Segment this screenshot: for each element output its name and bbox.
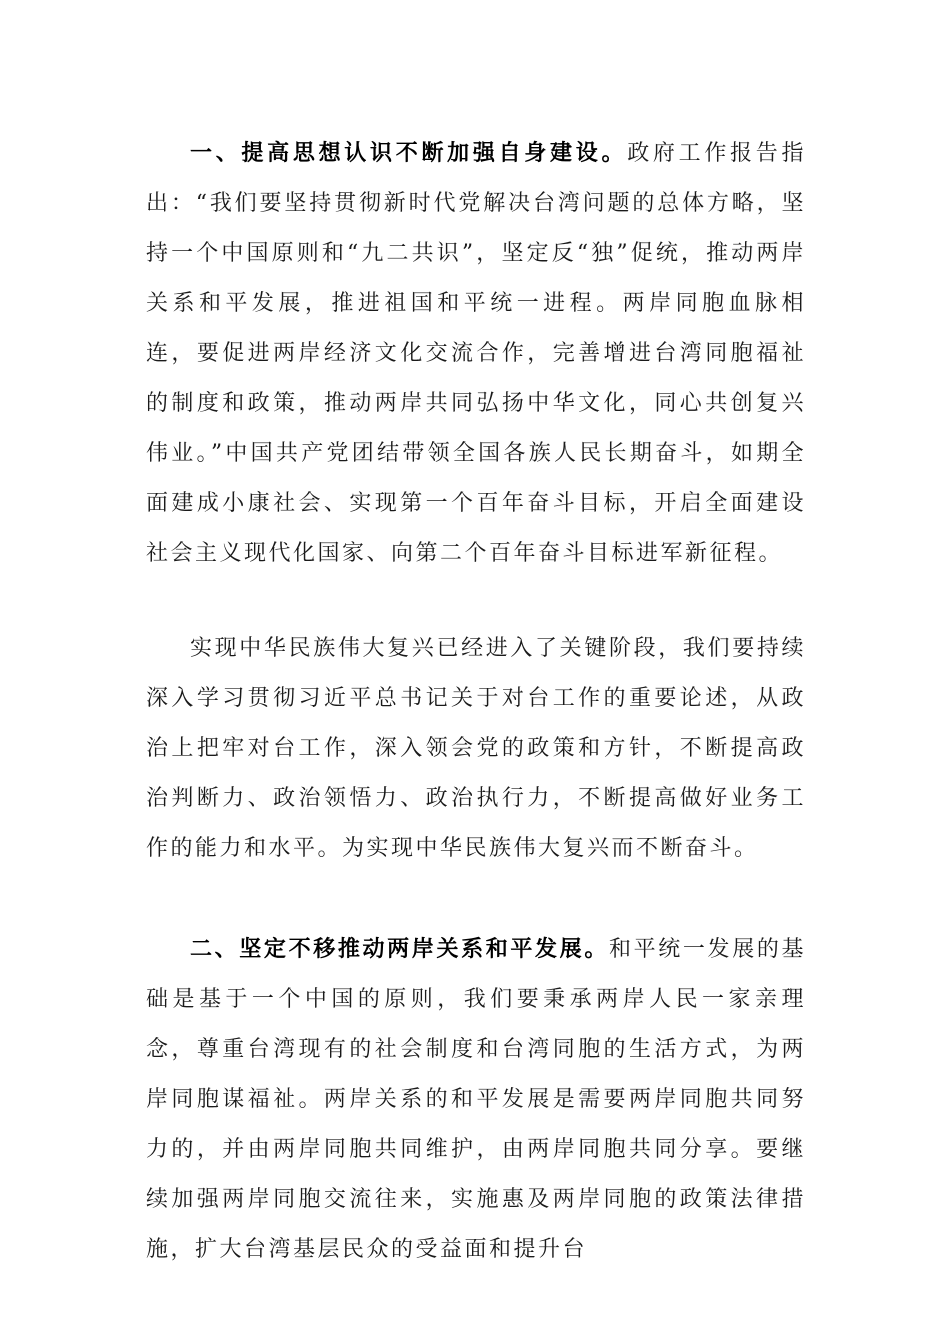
paragraph-3 [146,924,806,1275]
section-heading-2: 二、坚定不移推动两岸关系和平发展。 [190,936,609,962]
paragraph-2-body: 实现中华民族伟大复兴已经进入了关键阶段，我们要持续深入学习贯彻习近平总书记关于对台工作的重要论述，从政治上把牢对台工作，深入领会党的政策和方针，不断提高政治判断力、政治领悟力、政治执行力，不断提高做好业务工作的能力和水平。为实现中华民族伟大复兴而不断奋斗。 [146,636,806,861]
paragraph-2 [146,624,806,874]
paragraph-3-body: 和平统一发展的基础是基于一个中国的原则，我们要秉承两岸人民一家亲理念，尊重台湾现有的社会制度和台湾同胞的生活方式，为两岸同胞谋福祉。两岸关系的和平发展是需要两岸同胞共同努力的，并由两岸同胞共同维护，由两岸同胞共同分享。要继续加强两岸同胞交流往来，实施惠及两岸同胞的政策法律措施，扩大台湾基层民众的受益面和提升台 [146,937,806,1262]
paragraph-1-body: 政府工作报告指出：“我们要坚持贯彻新时代党解决台湾问题的总体方略，坚持一个中国原则和“九二共识”，坚定反“独”促统，推动两岸关系和平发展，推进祖国和平统一进程。两岸同胞血脉相连，要促进两岸经济文化交流合作，完善增进台湾同胞福祉的制度和政策，推动两岸共同弘扬中华文化，同心共创复兴伟业。”中国共产党团结带领全国各族人民长期奋斗，如期全面建成小康社会、实现第一个百年奋斗目标，开启全面建设社会主义现代化国家、向第二个百年奋斗目标进军新征程。 [146,141,806,566]
section-heading-1: 一、提高思想认识不断加强自身建设。 [190,140,628,166]
paragraph-1 [146,128,806,579]
